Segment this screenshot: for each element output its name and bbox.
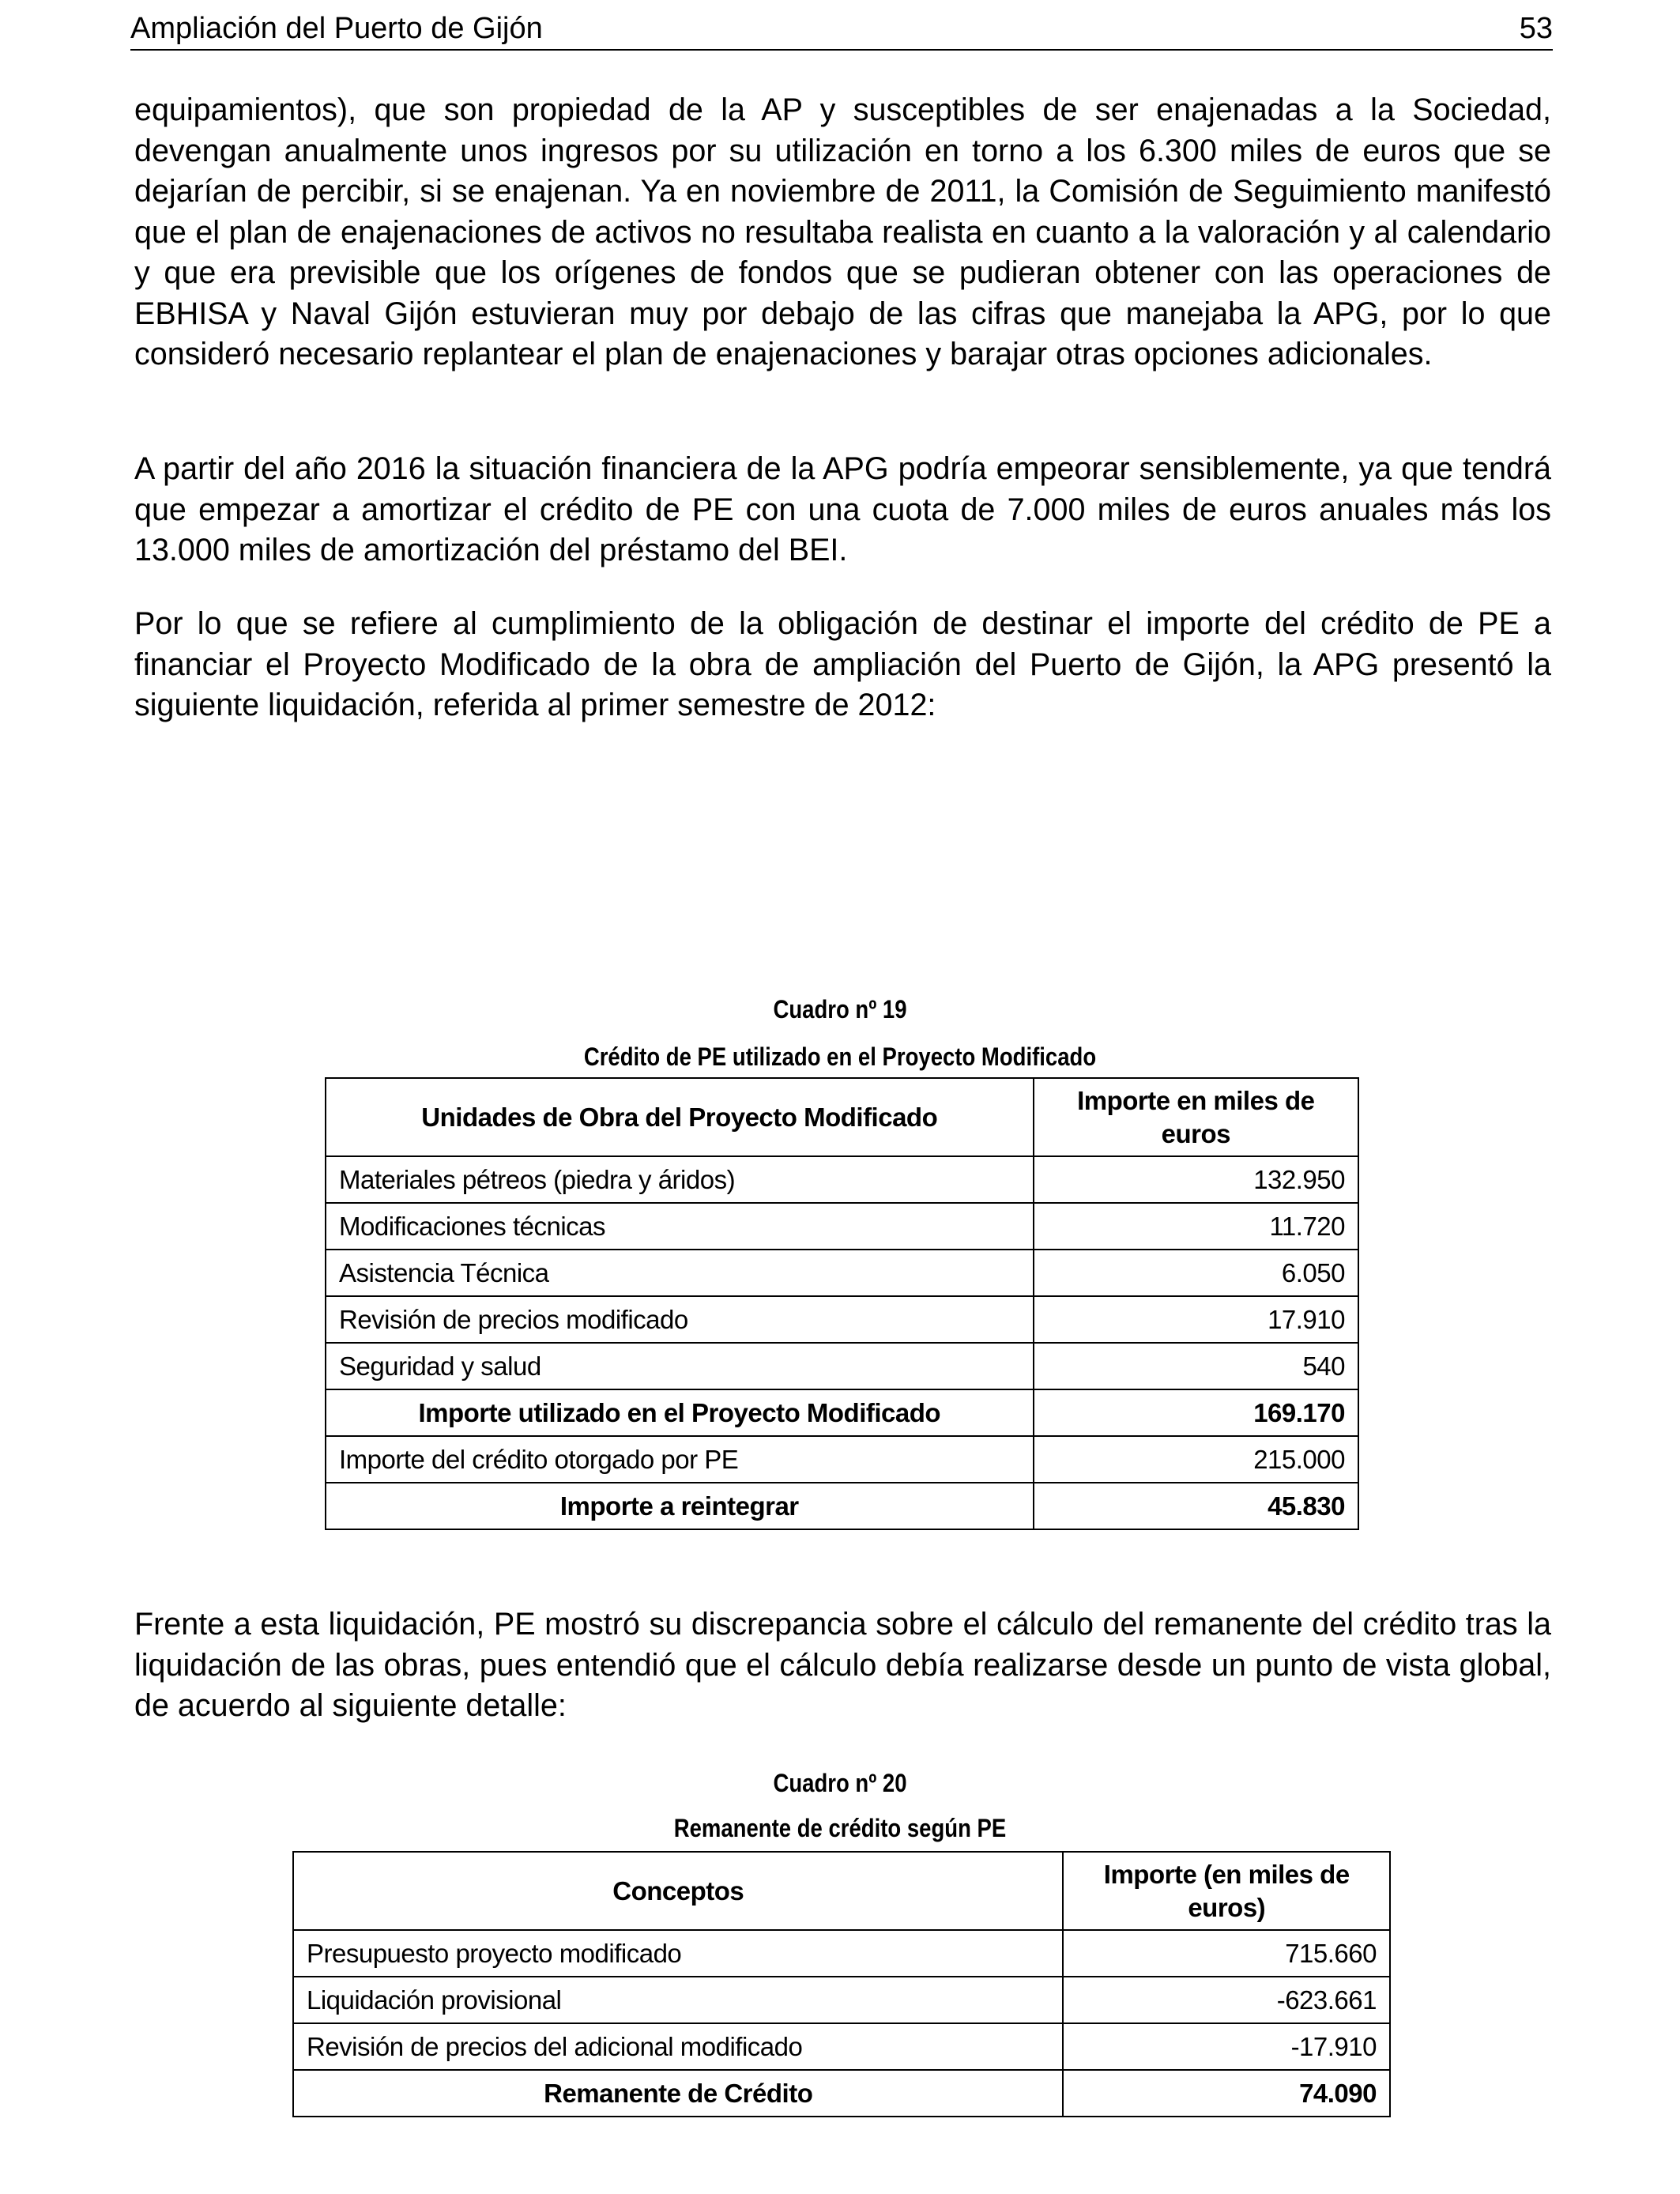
row-label: Asistencia Técnica — [326, 1250, 1034, 1296]
row-value: 11.720 — [1034, 1203, 1358, 1250]
table-row — [293, 2070, 1390, 2117]
table-header-row — [293, 1852, 1390, 1930]
table-row — [326, 1203, 1358, 1250]
row-label: Importe a reintegrar — [326, 1483, 1034, 1529]
row-value: 169.170 — [1034, 1389, 1358, 1436]
paragraph-3: Por lo que se refiere al cumplimiento de la obligación de destinar el importe del crédito de PE a financiar el Proyecto Modificado de la obra de ampliación del Puerto de Gijón, la APG presentó la siguiente liquidación, referida al primer semestre de 2012: — [134, 606, 1551, 722]
table-row — [326, 1343, 1358, 1389]
column-header-units: Unidades de Obra del Proyecto Modificado — [326, 1078, 1034, 1156]
document-title: Ampliación del Puerto de Gijón — [130, 12, 543, 45]
row-label: Modificaciones técnicas — [326, 1203, 1034, 1250]
column-header-amount: Importe (en miles de euros) — [1063, 1852, 1390, 1930]
row-value: 45.830 — [1034, 1483, 1358, 1529]
table-row — [293, 2023, 1390, 2070]
table19-caption-title: Crédito de PE utilizado en el Proyecto Modificado — [583, 1042, 1097, 1071]
row-label: Materiales pétreos (piedra y áridos) — [326, 1156, 1034, 1203]
table-row — [326, 1389, 1358, 1436]
table-row — [326, 1156, 1358, 1203]
table-row — [326, 1296, 1358, 1343]
row-label: Liquidación provisional — [293, 1977, 1063, 2023]
row-value: -623.661 — [1063, 1977, 1390, 2023]
row-value: 215.000 — [1034, 1436, 1358, 1483]
table-row — [326, 1250, 1358, 1296]
table-20 — [292, 1851, 1391, 2117]
paragraph-1: equipamientos), que son propiedad de la AP y susceptibles de ser enajenadas a la Sociedad, devengan anualmente unos ingresos por su utilización en torno a los 6.300 miles de euros que se dejarían de percibir, si se enajenan. Ya en noviembre de 2011, la Comisión de Seguimiento manifestó que el plan de enajenaciones de activos no resultaba realista en cuanto a la valoración y al calendario y que era previsible que los orígenes de fondos que se pudieran obtener con las operaciones de EBHISA y Naval Gijón estuvieran muy por debajo de las cifras que manejaba la APG, por lo que consideró necesario replantear el plan de enajenaciones y barajar otras opciones adicionales. — [134, 92, 1551, 371]
row-label: Revisión de precios del adicional modificado — [293, 2023, 1063, 2070]
column-header-amount: Importe en miles de euros — [1034, 1078, 1358, 1156]
row-label: Importe utilizado en el Proyecto Modificado — [326, 1389, 1034, 1436]
table-header-row — [326, 1078, 1358, 1156]
row-label: Seguridad y salud — [326, 1343, 1034, 1389]
table-row — [326, 1483, 1358, 1529]
row-value: -17.910 — [1063, 2023, 1390, 2070]
column-header-concepts: Conceptos — [293, 1852, 1063, 1930]
row-value: 540 — [1034, 1343, 1358, 1389]
page-header — [130, 8, 1553, 51]
page-number: 53 — [1519, 12, 1553, 45]
row-value: 132.950 — [1034, 1156, 1358, 1203]
paragraph-2: A partir del año 2016 la situación financiera de la APG podría empeorar sensiblemente, ya que tendrá que empezar a amortizar el crédito de PE con una cuota de 7.000 miles de euros anuales más los 13.000 miles de amortización del préstamo del BEI. — [134, 451, 1551, 567]
row-value: 74.090 — [1063, 2070, 1390, 2117]
table-row — [293, 1930, 1390, 1977]
row-label: Remanente de Crédito — [293, 2070, 1063, 2117]
table-row — [326, 1436, 1358, 1483]
paragraph-4: Frente a esta liquidación, PE mostró su discrepancia sobre el cálculo del remanente del crédito tras la liquidación de las obras, pues entendió que el cálculo debía realizarse desde un punto de vista global, de acuerdo al siguiente detalle: — [134, 1607, 1551, 1723]
row-label: Presupuesto proyecto modificado — [293, 1930, 1063, 1977]
row-value: 6.050 — [1034, 1250, 1358, 1296]
row-value: 715.660 — [1063, 1930, 1390, 1977]
table19-caption-number: Cuadro nº 19 — [773, 995, 907, 1023]
row-label: Revisión de precios modificado — [326, 1296, 1034, 1343]
table-row — [293, 1977, 1390, 2023]
table20-caption-title: Remanente de crédito según PE — [673, 1814, 1007, 1842]
row-label: Importe del crédito otorgado por PE — [326, 1436, 1034, 1483]
table-19 — [325, 1077, 1359, 1530]
row-value: 17.910 — [1034, 1296, 1358, 1343]
table20-caption-number: Cuadro nº 20 — [773, 1769, 907, 1797]
